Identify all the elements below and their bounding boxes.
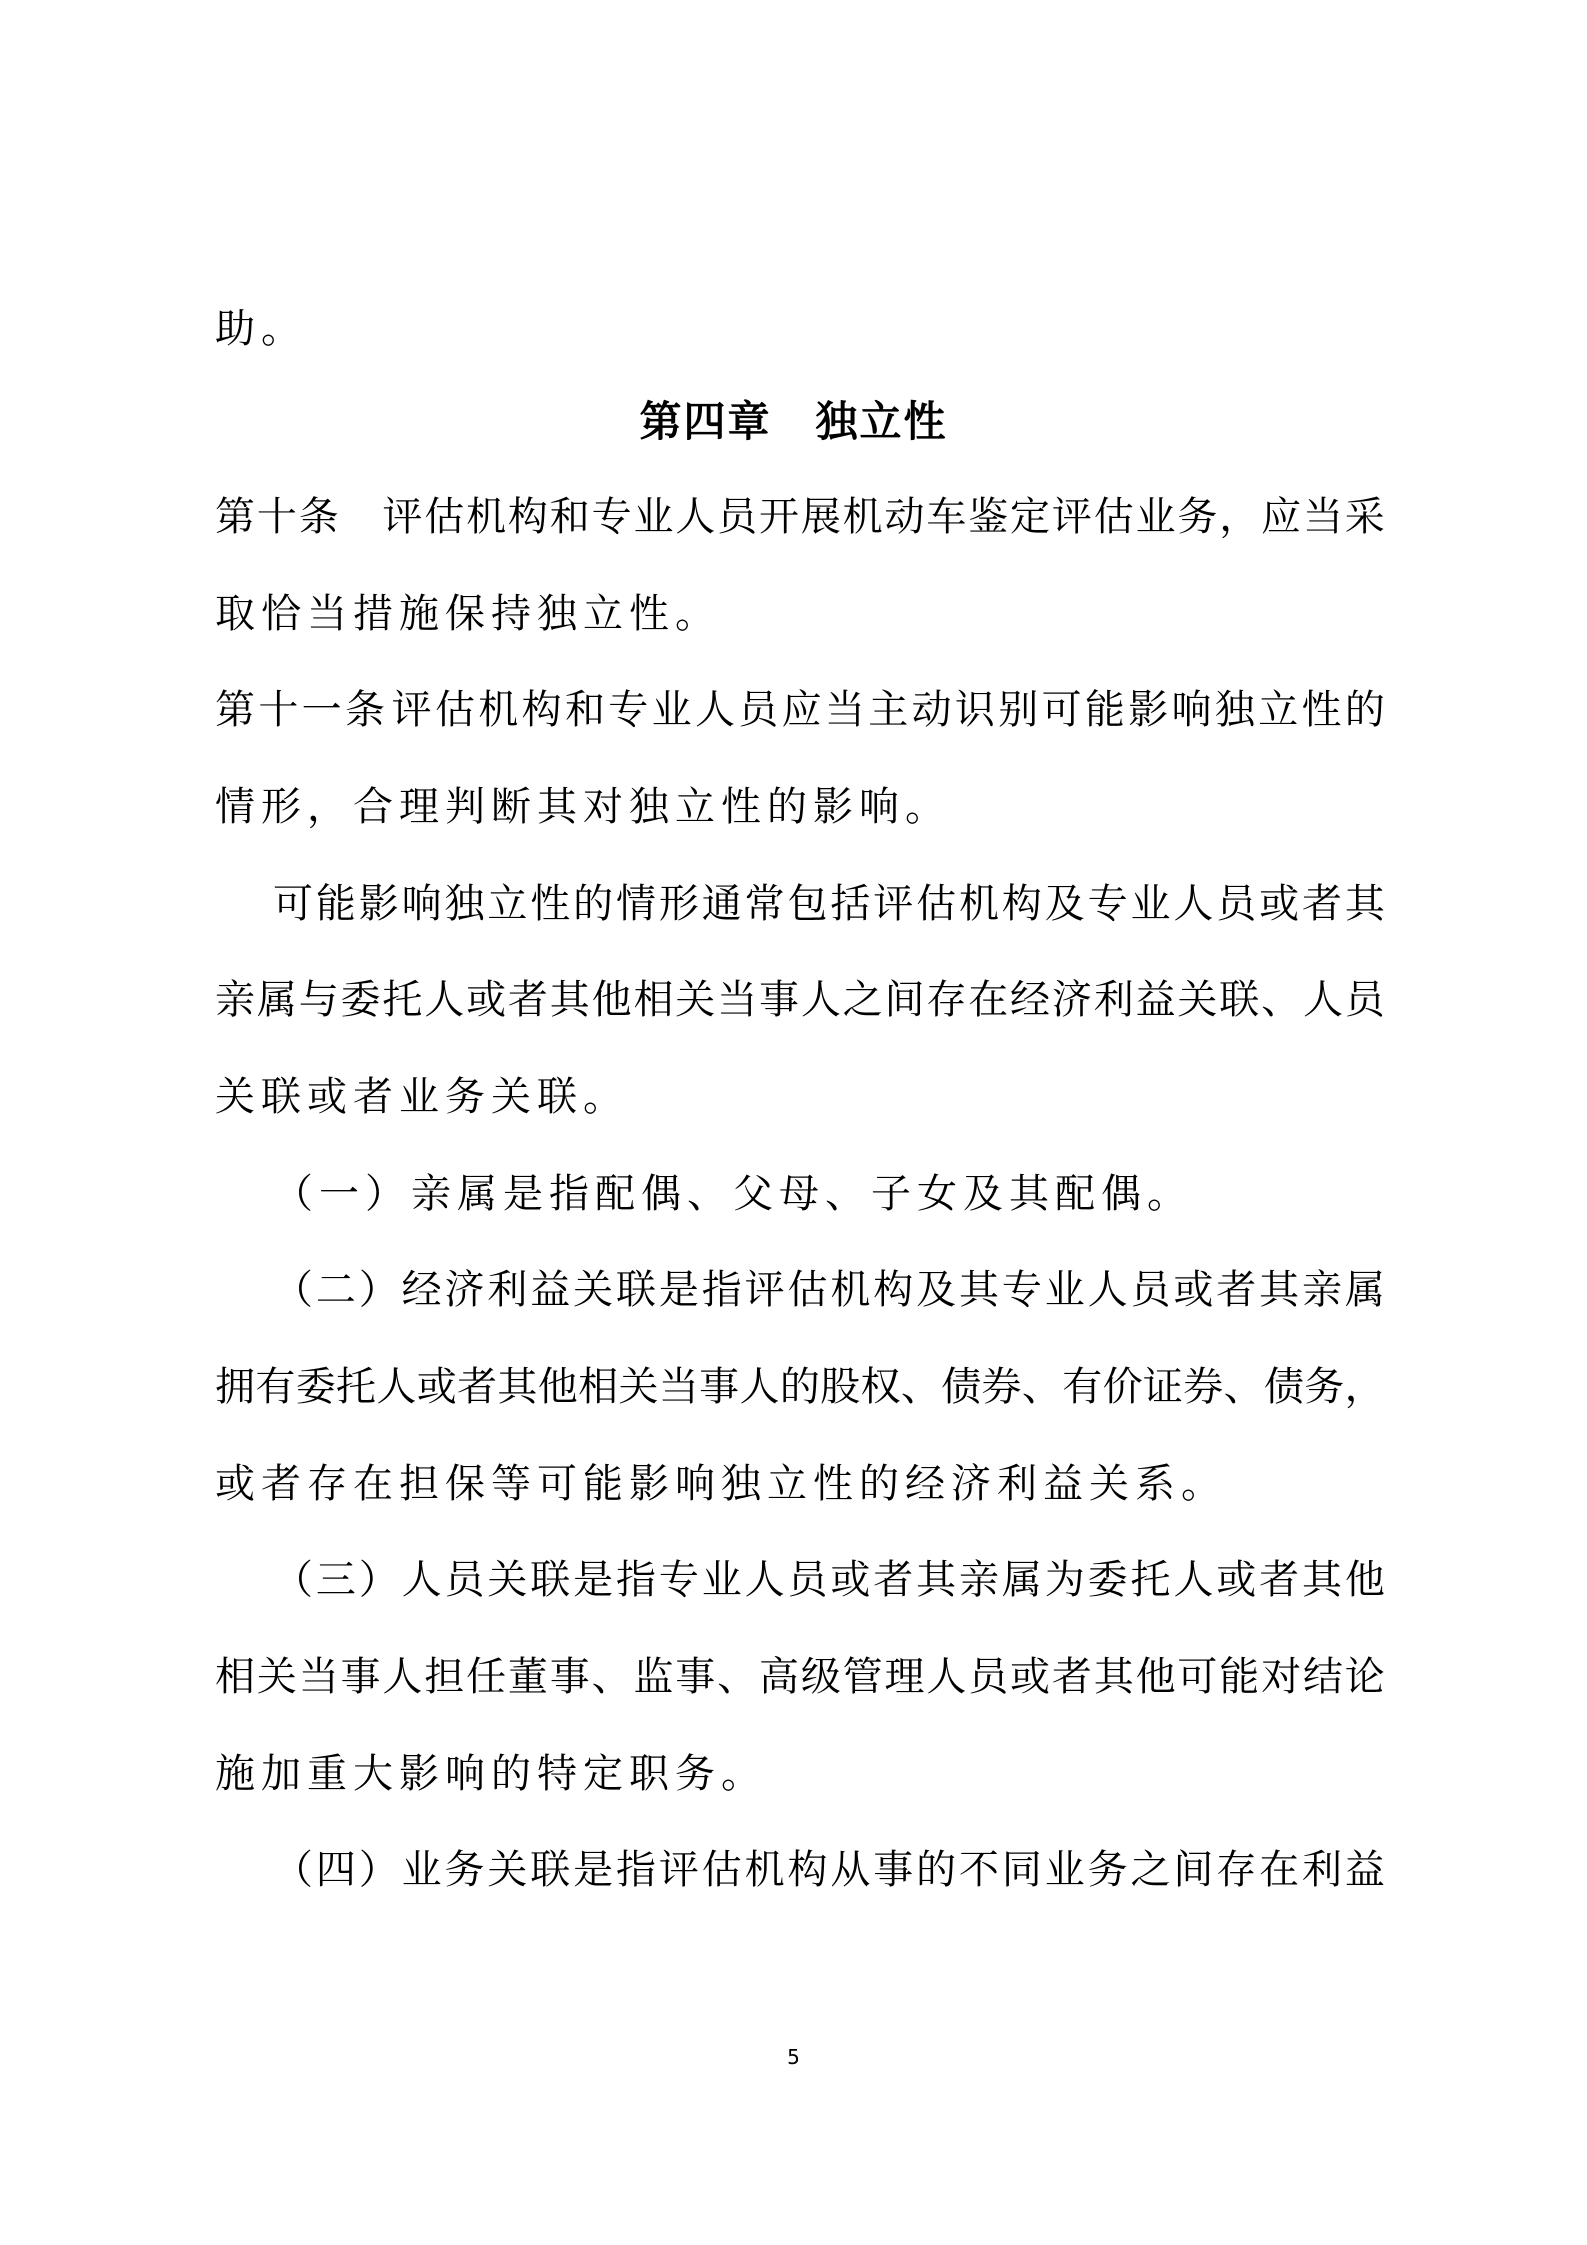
item-3-line-2: 相 关 当 事 人 担 任 董 事 、 监 事 、 高 级 管 理 人 员 或 者 其 他 可 能 对 结 论 xyxy=(215,1654,1385,1700)
item-2-line-1: （ 二 ） 经 济 利 益 关 联 是 指 评 估 机 构 及 其 专 业 人 员 或 者 其 亲 属 xyxy=(273,1267,1385,1313)
item-2-line-2: 拥 有 委 托 人 或 者 其 他 相 关 当 事 人 的 股 权 、 债 券 、 有 价 证 券 、 债 务 ， xyxy=(215,1364,1385,1410)
article-10-line-2: 取恰当措施保持独立性。 xyxy=(215,591,721,637)
item-1-line-1: （一）亲属是指配偶、父母、子女及其配偶。 xyxy=(273,1171,1193,1217)
page-number: 5 xyxy=(787,2045,800,2069)
item-4-line-1: （ 四 ） 业 务 关 联 是 指 评 估 机 构 从 事 的 不 同 业 务 之 间 存 在 利 益 xyxy=(273,1847,1385,1893)
article-11-line-2: 情形，合理判断其对独立性的影响。 xyxy=(215,784,951,830)
text-line-continuation: 助。 xyxy=(215,306,307,352)
article-10-line-1: 第 十 条 评 估 机 构 和 专 业 人 员 开 展 机 动 车 鉴 定 评 估 业 务 ， 应 当 采 xyxy=(215,494,1385,540)
paragraph-line-2: 亲 属 与 委 托 人 或 者 其 他 相 关 当 事 人 之 间 存 在 经 济 利 益 关 联 、 人 员 xyxy=(215,977,1385,1023)
item-3-line-3: 施加重大影响的特定职务。 xyxy=(215,1751,767,1797)
paragraph-line-1: 可 能 影 响 独 立 性 的 情 形 通 常 包 括 评 估 机 构 及 专 业 人 员 或 者 其 xyxy=(273,881,1385,927)
paragraph-line-3: 关联或者业务关联。 xyxy=(215,1074,629,1120)
item-2-line-3: 或者存在担保等可能影响独立性的经济利益关系。 xyxy=(215,1461,1227,1507)
chapter-heading: 第四章 独立性 xyxy=(639,397,948,446)
article-11-line-1: 第 十 一 条 评 估 机 构 和 专 业 人 员 应 当 主 动 识 别 可 能 影 响 独 立 性 的 xyxy=(215,687,1385,733)
item-3-line-1: （ 三 ） 人 员 关 联 是 指 专 业 人 员 或 者 其 亲 属 为 委 托 人 或 者 其 他 xyxy=(273,1557,1385,1603)
